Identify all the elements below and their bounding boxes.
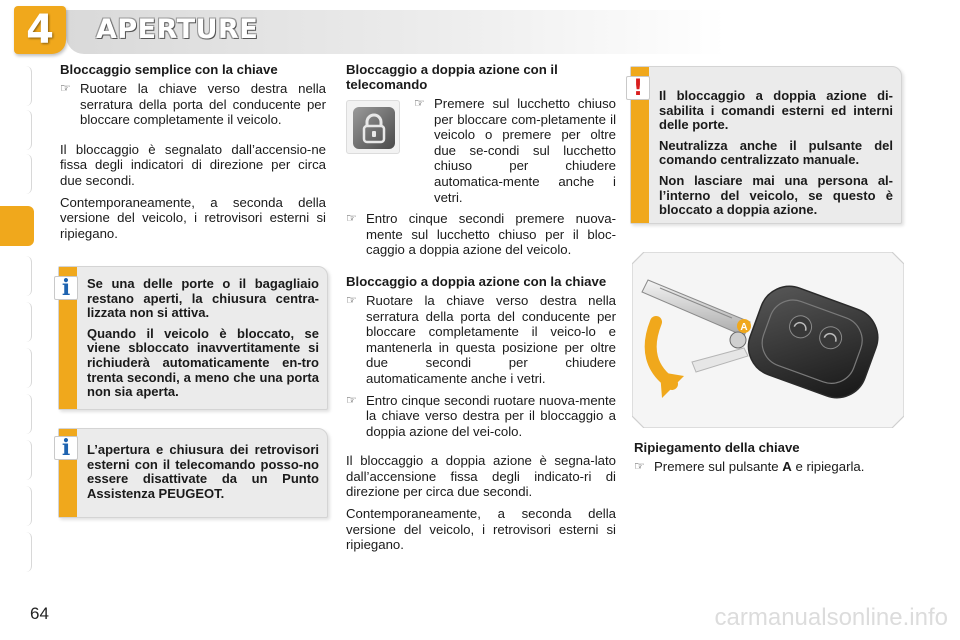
edge-tab[interactable] — [0, 256, 32, 296]
chapter-edge-tabs — [0, 66, 34, 576]
pointing-hand-icon: ☞ — [346, 211, 357, 226]
edge-tab[interactable] — [0, 394, 32, 434]
key-fold-illustration — [632, 252, 904, 428]
info-box: L’apertura e chiusura dei retrovisori esterni con il telecomando posso-no essere disattivate da un Punto Assistenza PEUGEOT. — [58, 428, 328, 518]
pointing-hand-icon: ☞ — [346, 392, 357, 407]
edge-tab[interactable] — [0, 154, 32, 194]
body-paragraph: Contemporaneamente, a seconda della versione del veicolo, i retrovisori esterni si ripiegano. — [60, 194, 326, 241]
site-watermark: carmanualsonline.info — [714, 604, 948, 631]
pointing-hand-icon: ☞ — [634, 459, 645, 473]
instruction-bullet: ☞ Entro cinque secondi ruotare nuova-mente la chiave verso destra per il bloccaggio a doppia azione del vei-colo. — [346, 392, 616, 439]
section-heading: Bloccaggio a doppia azione con la chiave — [346, 273, 607, 289]
info-box: Se una delle porte o il bagagliaio restano aperti, la chiusura centra-lizzata non si attiva. Quando il veicolo è bloccato, se viene sbloccato inavvertitamente si richiuderà automaticamente en-tro trenta secondi, a meno che una porta non sia aperta. — [58, 266, 328, 410]
column-double-lock — [346, 62, 616, 559]
section-heading: Ripiegamento della chiave — [634, 440, 800, 455]
instruction-bullet: ☞ Premere sul lucchetto chiuso per bloccare com-pletamente il veicolo o premere per oltre due se-condi sul lucchetto chiuso per chiudere automatica-mente anche i vetri. — [414, 96, 616, 205]
section-heading: Bloccaggio semplice con la chiave — [60, 62, 278, 77]
pointing-hand-icon: ☞ — [60, 81, 71, 95]
pointing-hand-icon: ☞ — [414, 96, 425, 110]
edge-tab[interactable] — [0, 348, 32, 388]
button-a-label: A — [740, 322, 748, 333]
info-icon: i — [54, 276, 78, 300]
edge-tab[interactable] — [0, 486, 32, 526]
page-number: 64 — [30, 604, 49, 623]
edge-tab[interactable] — [0, 440, 32, 480]
section-heading: Bloccaggio a doppia azione con il telecomando — [346, 62, 558, 92]
edge-tab[interactable] — [0, 302, 32, 342]
chapter-badge — [14, 6, 66, 54]
chapter-number: 4 — [26, 7, 54, 53]
warning-box: Il bloccaggio a doppia azione di-sabilita i comandi esterni ed interni delle porte. Neutralizza anche il pulsante del comando centralizzato manuale. Non lasciare mai una persona al-l’interno del veicolo, se questo è bloccato a doppia azione. — [630, 66, 902, 224]
body-paragraph: Il bloccaggio è segnalato dall’accensio-ne fissa degli indicatori di direzione per circa due secondi. — [60, 141, 326, 188]
instruction-bullet: ☞ Ruotare la chiave verso destra nella serratura della porta del conducente per bloccare completamente il veico-lo e mantenerla in questa posizione per oltre due secondi per chiudere automaticamente anche i vetri. — [346, 292, 616, 386]
body-paragraph: Il bloccaggio a doppia azione è segna-lato dall’accensione fissa degli indicato-ri di direzione per circa due secondi. — [346, 453, 616, 500]
edge-tab[interactable] — [0, 66, 32, 106]
warning-icon: ! — [626, 76, 650, 100]
info-icon: i — [54, 436, 78, 460]
edge-tab[interactable] — [0, 532, 32, 572]
edge-tab-active[interactable] — [0, 206, 34, 246]
column-key-folding — [634, 440, 906, 481]
pointing-hand-icon: ☞ — [346, 292, 357, 307]
body-paragraph: Contemporaneamente, a seconda della versione del veicolo, i retrovisori esterni si ripiegano. — [346, 506, 616, 553]
chapter-title: APERTURE — [96, 14, 259, 45]
column-simple-lock — [60, 62, 326, 247]
edge-tab[interactable] — [0, 110, 32, 150]
instruction-bullet: ☞ Entro cinque secondi premere nuova-mente sul lucchetto chiuso per il bloc-caggio a doppia azione del veicolo. — [346, 211, 616, 258]
instruction-bullet: ☞ Premere sul pulsante A e ripiegarla. — [634, 459, 865, 474]
instruction-bullet: ☞ Ruotare la chiave verso destra nella serratura della porta del conducente per bloccare completamente il veicolo. — [60, 81, 326, 128]
